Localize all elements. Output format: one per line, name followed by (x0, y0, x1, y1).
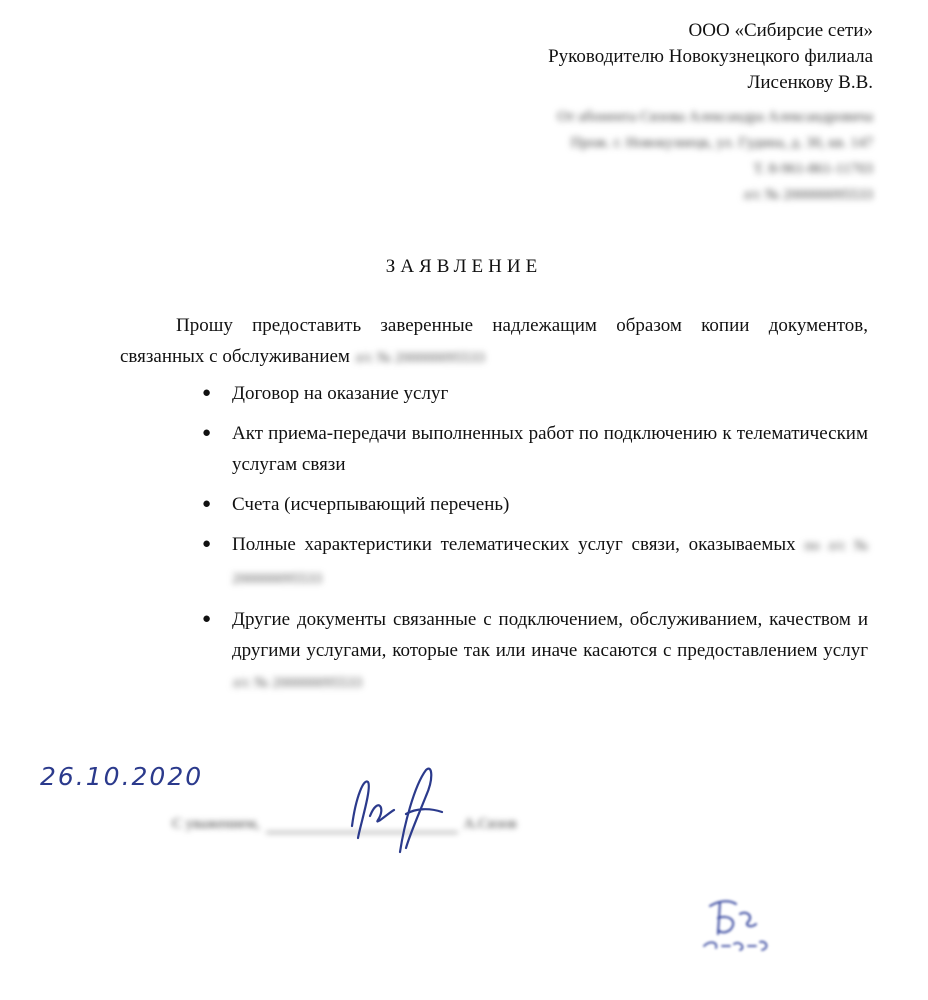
list-item-text: Акт приема-передачи выполненных работ по подключению к телематическим услугам связи (232, 423, 868, 475)
list-item-text: Полные характеристики телематических услуг связи, оказываемых (232, 534, 796, 555)
resolution-mark-image (690, 888, 780, 958)
bullet-icon: ● (202, 611, 212, 627)
bullet-icon: ● (202, 536, 212, 552)
addressee-name: Лисенкову В.В. (747, 72, 873, 93)
list-item-account-ref: л/с № 200000095533 (232, 675, 363, 691)
intro-account-ref: л/с № 200000095533 (354, 350, 485, 366)
addressee-company: ООО «Сибирсие сети» (688, 20, 873, 41)
intro-paragraph (120, 310, 868, 374)
sender-phone: Т. 8-961-861-11703 (753, 161, 873, 177)
sender-account: л/с № 200000095533 (742, 187, 873, 203)
list-item (120, 418, 868, 480)
bullet-icon: ● (202, 385, 212, 401)
list-item-account-ref: по л/с № 200000095533 (232, 538, 869, 587)
closing-name: А.Сизов (463, 816, 517, 832)
document-title: ЗАЯВЛЕНИЕ (385, 256, 543, 277)
bullet-icon: ● (202, 425, 212, 441)
list-item (120, 604, 868, 699)
sender-block (557, 104, 873, 208)
list-item (120, 378, 868, 409)
bullet-icon: ● (202, 496, 212, 512)
document-body (120, 310, 868, 708)
list-item (120, 489, 868, 520)
sender-address: Прож. г. Новокузнецк, ул. Гудина, д. 30, кв. 147 (570, 135, 873, 151)
intro-text: Прошу предоставить заверенные надлежащим образом копии документов, связанных с обслуживанием (120, 315, 868, 367)
list-item-text: Другие документы связанные с подключением, обслуживанием, качеством и другими услугами, которые так или иначе касаются с предоставлением услуг (232, 609, 868, 661)
sender-name: От абонента Сизова Александра Александровича (557, 109, 873, 125)
addressee-block (548, 18, 873, 96)
requested-documents-list (120, 378, 868, 699)
list-item-text: Счета (исчерпывающий перечень) (232, 494, 510, 515)
list-item (120, 529, 868, 595)
closing-regards: С уважением, (172, 816, 260, 832)
handwritten-date: 26.10.2020 (40, 762, 204, 791)
signature-image (330, 756, 450, 866)
list-item-text: Договор на оказание услуг (232, 383, 449, 404)
addressee-position: Руководителю Новокузнецкого филиала (548, 46, 873, 67)
